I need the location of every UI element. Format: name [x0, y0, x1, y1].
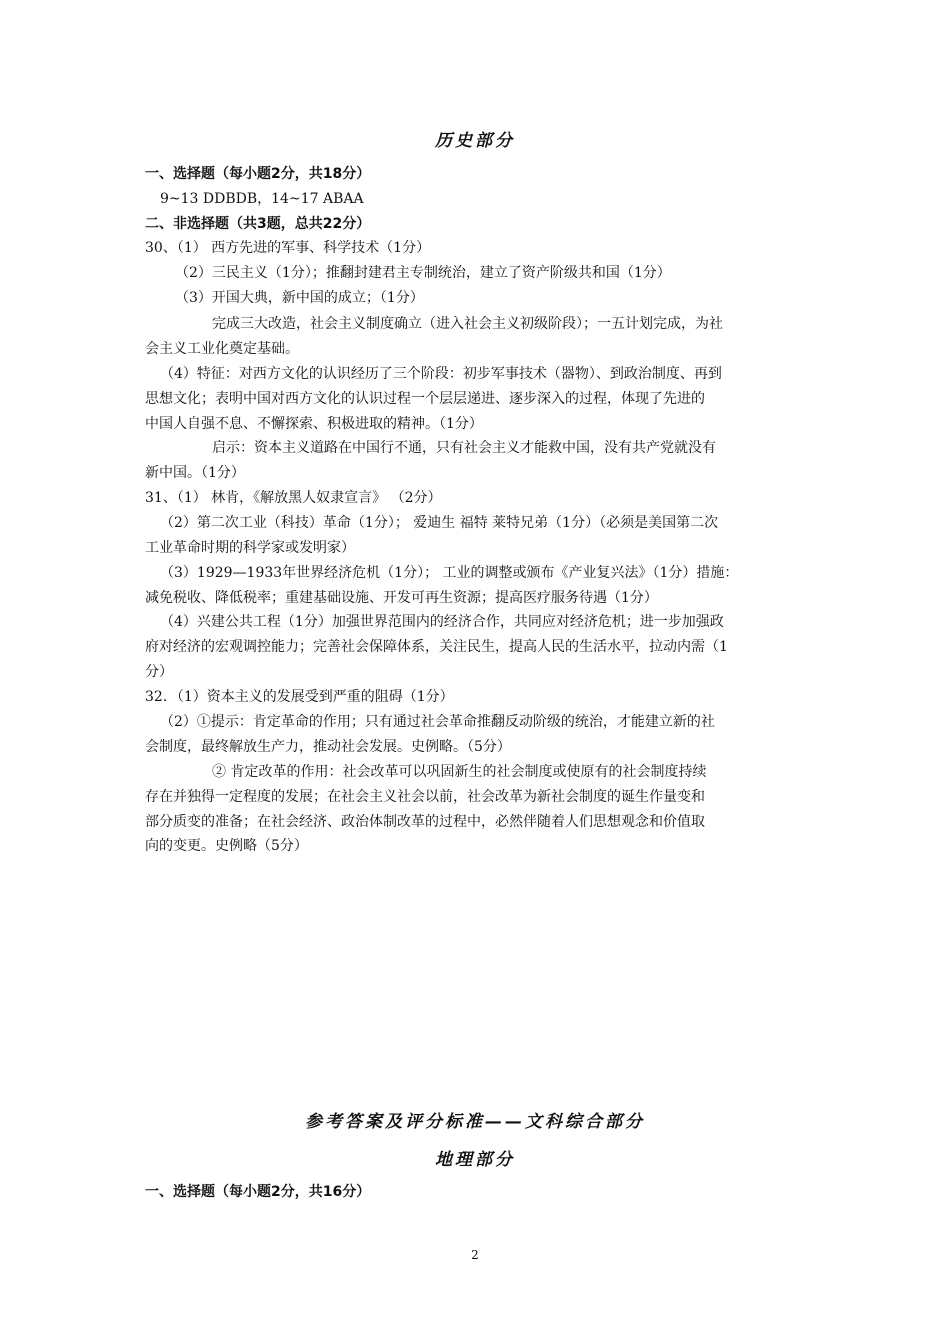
non-choice-heading: 二、非选择题（共3题，总共22分） — [145, 216, 371, 232]
q30-part3-cont-a: 完成三大改造，社会主义制度确立（进入社会主义初级阶段）；一五计划完成，为社 — [212, 316, 723, 332]
q31-part2-cont: 工业革命时期的科学家或发明家） — [145, 540, 355, 556]
q31-part3: （3）1929—1933年世界经济危机（1分）； 工业的调整或颁布《产业复兴法》（1分）措施： — [160, 565, 739, 581]
q31-part4-cont-b: 分） — [145, 664, 173, 680]
q30-insight-cont: 新中国。（1分） — [145, 465, 245, 481]
q31-part3-cont: 减免税收、降低税率；重建基础设施、开发可再生资源；提高医疗服务待遇（1分） — [145, 590, 658, 606]
q30-part4: （4）特征：对西方文化的认识经历了三个阶段：初步军事技术（器物）、到政治制度、再到 — [160, 366, 722, 382]
q30-part3: （3）开国大典，新中国的成立；（1分） — [175, 290, 424, 306]
q31-part2: （2）第二次工业（科技）革命（1分）； 爱迪生 福特 莱特兄弟（1分）（必须是美国第二次 — [160, 515, 719, 531]
choice-answers: 9~13 DDBDB，14~17 ABAA — [160, 191, 364, 207]
history-section-title: 历史部分 — [435, 131, 515, 151]
q30-part3-cont-b: 会主义工业化奠定基础。 — [145, 341, 299, 357]
q30-insight: 启示：资本主义道路在中国行不通，只有社会主义才能救中国，没有共产党就没有 — [212, 440, 716, 456]
choice-heading: 一、选择题（每小题2分，共18分） — [145, 166, 371, 182]
q30-part4-cont-a: 思想文化；表明中国对西方文化的认识过程一个层层递进、逐步深入的过程，体现了先进的 — [145, 391, 705, 407]
reference-title: 参考答案及评分标准——文科综合部分 — [305, 1112, 645, 1132]
q32-part1: 32．（1）资本主义的发展受到严重的阻碍（1分） — [145, 689, 454, 705]
q30-part1: 30、（1） 西方先进的军事、科学技术（1分） — [145, 240, 431, 256]
q32-reform-cont-a: 存在并独得一定程度的发展；在社会主义社会以前，社会改革为新社会制度的诞生作量变和 — [145, 789, 705, 805]
geography-choice-heading: 一、选择题（每小题2分，共16分） — [145, 1184, 371, 1200]
page-number: 2 — [471, 1248, 479, 1262]
q30-part2: （2）三民主义（1分）；推翻封建君主专制统治，建立了资产阶级共和国（1分） — [175, 265, 671, 281]
q32-reform: ② 肯定改革的作用：社会改革可以巩固新生的社会制度或使原有的社会制度持续 — [212, 764, 707, 780]
q32-part2-cont: 会制度，最终解放生产力，推动社会发展。史例略。（5分） — [145, 739, 511, 755]
q31-part4-cont-a: 府对经济的宏观调控能力；完善社会保障体系，关注民生，提高人民的生活水平，拉动内需（1 — [145, 639, 728, 655]
q32-reform-cont-c: 向的变更。史例略（5分） — [145, 838, 308, 854]
geography-section-title: 地理部分 — [435, 1150, 515, 1170]
q30-part4-cont-b: 中国人自强不息、不懈探索、积极进取的精神。（1分） — [145, 416, 483, 432]
q32-part2: （2）①提示：肯定革命的作用；只有通过社会革命推翻反动阶级的统治，才能建立新的社 — [160, 714, 715, 730]
q32-reform-cont-b: 部分质变的准备；在社会经济、政治体制改革的过程中，必然伴随着人们思想观念和价值取 — [145, 814, 705, 830]
q31-part1: 31、（1） 林肯，《解放黑人奴隶宣言》 （2分） — [145, 490, 442, 506]
q31-part4: （4）兴建公共工程（1分）加强世界范围内的经济合作，共同应对经济危机；进一步加强政 — [160, 614, 724, 630]
